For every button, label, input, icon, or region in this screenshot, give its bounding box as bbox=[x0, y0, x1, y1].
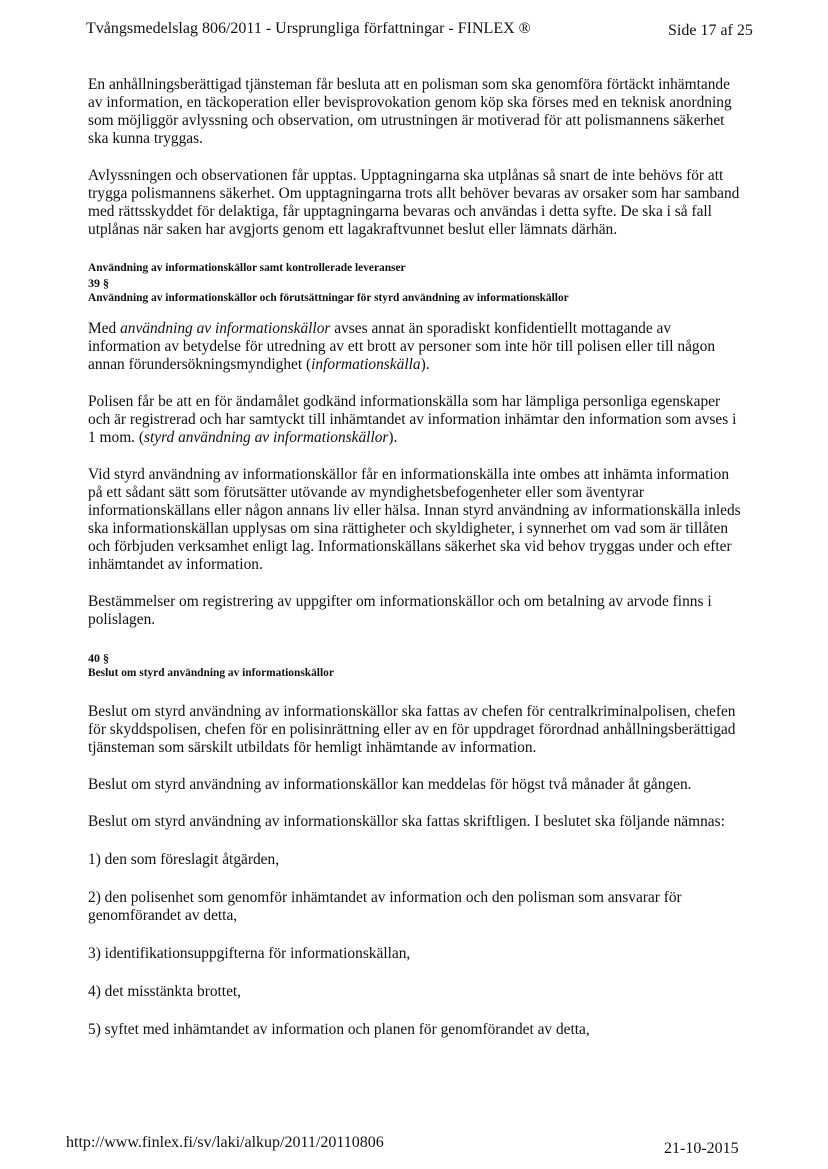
section-number-40: 40 § bbox=[88, 651, 109, 665]
document-body bbox=[88, 76, 744, 1039]
footer-url: http://www.finlex.fi/sv/laki/alkup/2011/20110806 bbox=[66, 1134, 384, 1151]
paragraph-6: Bestämmelser om registrering av uppgifter om informationskällor och om betalning av arvode finns i polislagen. bbox=[88, 593, 712, 628]
section-heading-39: Användning av informationskällor och förutsättningar för styrd användning av informationskällor bbox=[88, 292, 569, 304]
paragraph-2: Avlyssningen och observationen får upptas. Upptagningarna ska utplånas så snart de inte behövs för att trygga polismannens säkerhet. Om upptagningarna trots allt behöver bevaras av orsaker som har samband med rättsskyddet för delaktiga, får upptagningarna bevaras och användas i detta syfte. De ska i så fall utplånas när saken har avgjorts genom ett lagakraftvunnet beslut eller lämnats därhän. bbox=[88, 167, 740, 238]
footer-date: 21-10-2015 bbox=[664, 1140, 739, 1157]
page-number: Side 17 af 25 bbox=[668, 22, 753, 39]
paragraph-7: Beslut om styrd användning av informationskällor ska fattas av chefen för centralkriminalpolisen, chefen för skyddspolisen, chefen för en polisinrättning eller av en för uppdraget förordnad anhållningsberättigad tjänsteman som särskilt utbildats för hemligt inhämtande av information. bbox=[88, 703, 736, 756]
list-item: 4) det misstänkta brottet, bbox=[88, 983, 242, 1000]
defined-term-controlled: styrd användning av informationskällor bbox=[144, 429, 389, 446]
header-title: Tvångsmedelslag 806/2011 - Ursprungliga författningar - FINLEX ® bbox=[86, 20, 531, 37]
paragraph-4: Polisen får be att en för ändamålet godkänd informationskälla som har lämpliga personliga egenskaper och är registrerad och har samtyckt till inhämtandet av information inhämtar den information som avses i 1 mom. (styrd användning av informationskällor). bbox=[88, 393, 737, 446]
list-item: 3) identifikationsuppgifterna för informationskällan, bbox=[88, 945, 411, 962]
list-item: 1) den som föreslagit åtgärden, bbox=[88, 851, 280, 868]
paragraph-8: Beslut om styrd användning av informationskällor kan meddelas för högst två månader åt gången. bbox=[88, 776, 692, 793]
defined-term-usage: användning av informationskällor bbox=[120, 320, 331, 337]
paragraph-3: Med användning av informationskällor avses annat än sporadiskt konfidentiellt mottagande av information av betydelse för utredning av ett brott av personer som inte hör till polisen eller till någon annan förundersökningsmyndighet (informationskälla). bbox=[88, 320, 716, 373]
paragraph-9: Beslut om styrd användning av informationskällor ska fattas skriftligen. I beslutet ska följande nämnas: bbox=[88, 813, 725, 830]
section-40-header bbox=[88, 651, 744, 681]
section-number-39: 39 § bbox=[88, 276, 109, 290]
paragraph-1: En anhållningsberättigad tjänsteman får besluta att en polisman som ska genomföra förtäckt inhämtande av information, en täckoperation eller bevisprovokation genom köp ska förses med en teknisk anordning som möjliggör avlyssning och observation, om utrustningen är motiverad för att polismannens säkerhet ska kunna tryggas. bbox=[88, 76, 732, 147]
chapter-heading: Användning av informationskällor samt kontrollerade leveranser bbox=[88, 262, 406, 274]
list-item: 5) syftet med inhämtandet av information och planen för genomförandet av detta, bbox=[88, 1021, 590, 1038]
section-39-header bbox=[88, 261, 744, 306]
paragraph-5: Vid styrd användning av informationskällor får en informationskälla inte ombes att inhämta information på ett sådant sätt som förutsätter utövande av myndighetsbefogenheter eller som äventyrar informationskällans eller någon annans liv eller hälsa. Innan styrd användning av informationskälla inleds ska informationskällan upplysas om sina rättigheter och skyldigheter, i synnerhet om vad som är tillåten och förbjuden verksamhet enligt lag. Informationskällans säkerhet ska vid behov tryggas under och efter inhämtandet av information. bbox=[88, 466, 741, 573]
list-item: 2) den polisenhet som genomför inhämtandet av information och den polisman som ansvarar för genomförandet av detta, bbox=[88, 889, 682, 924]
defined-term-source: informationskälla bbox=[311, 356, 421, 373]
section-heading-40: Beslut om styrd användning av informationskällor bbox=[88, 667, 334, 679]
